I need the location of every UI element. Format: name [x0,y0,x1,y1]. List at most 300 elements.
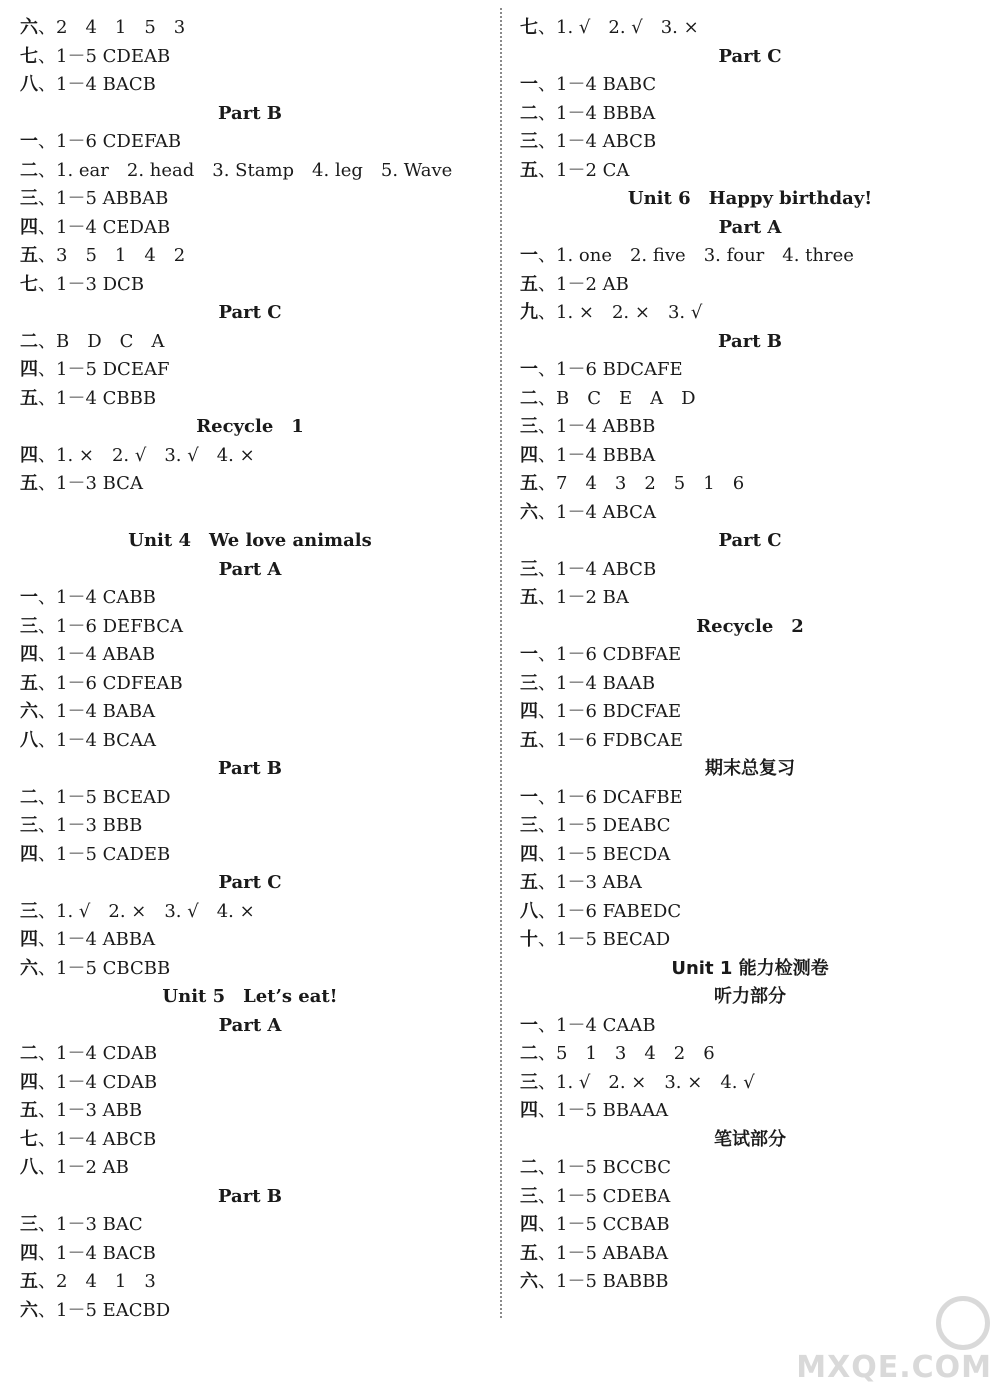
answer-line [20,43,500,72]
answer-text: 1－4 ABAB [56,644,156,665]
separator: 、 [38,1271,56,1292]
answer-line [20,613,500,642]
answer-text: 1－4 BABC [556,74,657,95]
separator: 、 [538,843,556,865]
separator: 、 [538,74,556,95]
separator: 、 [538,1157,556,1178]
separator: 、 [538,102,556,124]
question-number: 四 [20,843,38,865]
separator: 、 [38,729,56,751]
answer-text: 1. × 2. √ 3. √ 4. × [56,444,255,466]
section-heading: Unit 4 We love animals [128,530,372,551]
separator: 、 [538,786,556,808]
answer-line [520,926,1000,955]
left-column [20,14,500,1325]
answer-line [520,157,1000,186]
answer-line [520,299,1000,328]
answer-line [520,784,1000,813]
answer-line [20,271,500,300]
answer-text: 1－5 BCEAD [56,786,171,808]
answer-text: 1－6 BDCAFE [556,359,683,380]
separator: 、 [38,701,56,722]
answer-text: 1－4 CBBB [56,387,157,409]
section-heading: 期末总复习 [705,758,795,779]
answer-text: 1－4 ABCA [556,501,656,523]
answer-line [520,356,1000,385]
section-heading: 笔试部分 [714,1128,786,1150]
answer-text: 1－5 ABABA [556,1242,669,1264]
question-number: 五 [20,1271,38,1292]
answer-text: 1. × 2. × 3. √ [556,302,703,323]
question-number: 二 [20,786,38,808]
answer-text: 1－4 CDAB [56,1071,158,1093]
question-number: 二 [20,330,38,352]
answer-text: 1－5 BECDA [556,843,671,865]
answer-text: 1. √ 2. × 3. × 4. √ [556,1071,755,1093]
answer-text: B D C A [56,330,165,352]
question-number: 三 [20,188,38,209]
separator: 、 [538,929,556,950]
separator: 、 [538,1214,556,1235]
answer-line [520,1240,1000,1269]
answer-line [20,328,500,357]
answer-text: 1－6 FABEDC [556,900,682,922]
answer-text: 1－6 DCAFBE [556,786,683,808]
answer-line [520,841,1000,870]
question-number: 四 [20,1071,38,1093]
separator: 、 [38,843,56,865]
section-heading: Part A [218,558,282,580]
answer-text: 1－6 FDBCAE [556,729,684,751]
answer-line [520,413,1000,442]
answer-line [20,670,500,699]
question-number: 四 [520,444,538,466]
answer-text: 2 4 1 3 [56,1271,156,1292]
separator: 、 [38,74,56,95]
question-number: 四 [520,1100,538,1121]
answer-text: 1－4 ABCB [56,1128,157,1150]
answer-line [520,442,1000,471]
answer-text: 1－5 CCBAB [556,1214,670,1235]
question-number: 四 [20,1242,38,1264]
question-number: 五 [20,672,38,694]
question-number: 七 [20,1128,38,1150]
section-heading: Part A [718,216,782,238]
separator: 、 [538,558,556,580]
separator: 、 [538,729,556,751]
separator: 、 [38,786,56,808]
answer-line [20,470,500,499]
answer-line [20,214,500,243]
separator: 、 [538,359,556,380]
answer-text: 1－4 BACB [56,1242,156,1264]
answer-text: 1－4 ABBA [56,929,156,950]
question-number: 三 [20,615,38,637]
separator: 、 [538,302,556,323]
question-number: 三 [520,815,538,836]
answer-text: 1－4 ABCB [556,558,657,580]
question-number: 一 [520,644,538,665]
section-heading: Part C [218,872,282,893]
answer-text: 3 5 1 4 2 [56,245,186,266]
answer-text: 2 4 1 5 3 [56,17,186,38]
answer-line [520,14,1000,43]
section-heading: Unit 6 Happy birthday! [627,188,873,209]
question-number: 五 [20,1100,38,1121]
watermark-text: MXQE.COM [796,1350,992,1385]
question-number: 三 [520,131,538,152]
section-heading: Part B [218,102,282,124]
separator: 、 [538,273,556,295]
question-number: 三 [20,815,38,836]
question-number: 二 [520,1043,538,1064]
answer-line [520,1040,1000,1069]
separator: 、 [38,1242,56,1264]
answer-line [520,584,1000,613]
section-heading: Part C [718,45,782,67]
section-heading: Part C [218,302,282,323]
answer-text: 1－3 BCA [56,473,143,494]
question-number: 一 [20,131,38,152]
answer-line [520,641,1000,670]
question-number: 六 [520,501,538,523]
answer-text: 1－5 CDEBA [556,1185,671,1207]
separator: 、 [38,444,56,466]
question-number: 一 [520,359,538,380]
answer-line [20,1097,500,1126]
answer-line [520,385,1000,414]
question-number: 八 [20,1157,38,1178]
answer-text: 7 4 3 2 5 1 6 [556,473,745,494]
separator: 、 [538,587,556,608]
answer-text: 1. one 2. five 3. four 4. three [556,245,854,266]
separator: 、 [538,473,556,494]
separator: 、 [38,1128,56,1150]
answer-line [20,898,500,927]
answer-line [20,128,500,157]
answer-line [20,812,500,841]
answer-text: B C E A D [556,387,696,409]
answer-text: 1－3 BAC [56,1214,143,1235]
answer-text: 1－4 BABA [56,701,156,722]
question-number: 二 [520,1157,538,1178]
answer-line [520,898,1000,927]
separator: 、 [538,131,556,152]
question-number: 五 [520,587,538,608]
separator: 、 [38,159,56,181]
separator: 、 [38,1100,56,1121]
answer-text: 1－4 BAAB [556,672,656,694]
answer-text: 1－5 BCCBC [556,1157,672,1178]
answer-line [520,556,1000,585]
answer-line [20,727,500,756]
separator: 、 [38,245,56,266]
answer-line [520,271,1000,300]
question-number: 五 [20,245,38,266]
answer-text: 1－5 BBAAA [556,1100,669,1121]
separator: 、 [538,701,556,722]
question-number: 二 [520,102,538,124]
separator: 、 [38,1214,56,1235]
separator: 、 [538,159,556,181]
answer-line [520,727,1000,756]
answer-text: 1－6 BDCFAE [556,701,682,722]
answer-line [20,1040,500,1069]
question-number: 一 [520,1014,538,1036]
question-number: 五 [520,1242,538,1264]
answer-line [520,242,1000,271]
separator: 、 [538,1014,556,1036]
section-heading: Recycle 2 [696,615,804,637]
section-heading: 听力部分 [714,986,786,1007]
question-number: 六 [20,17,38,38]
answer-line [20,242,500,271]
answer-text: 1－2 AB [56,1157,129,1178]
answer-text: 1－2 AB [556,273,629,295]
separator: 、 [38,587,56,608]
answer-text: 1－5 DCEAF [56,359,170,380]
section-heading: Part C [718,530,782,551]
separator: 、 [538,1071,556,1093]
question-number: 八 [20,729,38,751]
question-number: 五 [520,872,538,893]
separator: 、 [38,672,56,694]
question-number: 四 [520,701,538,722]
answer-line [20,584,500,613]
section-heading: Part B [218,1185,282,1207]
section-heading: Part B [718,330,782,352]
question-number: 五 [520,273,538,295]
answer-line [520,1154,1000,1183]
question-number: 四 [20,359,38,380]
answer-text: 1－5 CBCBB [56,957,171,979]
question-number: 二 [20,159,38,181]
separator: 、 [538,872,556,893]
separator: 、 [38,1071,56,1093]
section-heading: Part A [218,1014,282,1036]
answer-line [520,698,1000,727]
separator: 、 [38,957,56,979]
separator: 、 [38,900,56,922]
answer-line [520,670,1000,699]
answer-text: 1－4 CAAB [556,1014,656,1036]
separator: 、 [38,473,56,494]
question-number: 六 [20,957,38,979]
separator: 、 [538,501,556,523]
question-number: 十 [520,929,538,950]
answer-text: 1－5 BABBB [556,1271,669,1292]
answer-text: 1－5 CDEAB [56,45,171,67]
answer-text: 1－5 CADEB [56,843,171,865]
question-number: 五 [520,473,538,494]
column-divider [500,8,502,1318]
answer-text: 1－5 ABBAB [56,188,169,209]
separator: 、 [38,188,56,209]
separator: 、 [538,644,556,665]
question-number: 三 [520,416,538,437]
watermark-logo [796,1290,1000,1387]
answer-line [20,1154,500,1183]
answer-line [520,812,1000,841]
separator: 、 [38,131,56,152]
question-number: 二 [520,387,538,409]
answer-line [20,641,500,670]
separator: 、 [38,330,56,352]
separator: 、 [38,815,56,836]
watermark-circle-icon [936,1296,990,1350]
section-heading: Recycle 1 [196,416,304,437]
separator: 、 [38,17,56,38]
answer-line [20,926,500,955]
answer-line [520,869,1000,898]
answer-line [520,470,1000,499]
answer-line [20,185,500,214]
separator: 、 [538,815,556,836]
question-number: 四 [20,444,38,466]
answer-line [20,784,500,813]
answer-line [520,100,1000,129]
answer-text: 1－4 BACB [56,74,156,95]
question-number: 一 [20,587,38,608]
separator: 、 [38,644,56,665]
answer-line [20,1297,500,1326]
spacer [20,499,500,528]
question-number: 一 [520,74,538,95]
section-heading: Unit 5 Let’s eat! [162,986,338,1007]
question-number: 四 [520,843,538,865]
question-number: 五 [20,473,38,494]
answer-text: 1－4 ABCB [556,131,657,152]
question-number: 三 [520,1185,538,1207]
answer-line [20,698,500,727]
question-number: 三 [520,1071,538,1093]
question-number: 八 [520,900,538,922]
answer-line [520,499,1000,528]
separator: 、 [38,273,56,295]
section-heading: Unit 1 能力检测卷 [671,957,829,979]
separator: 、 [38,615,56,637]
separator: 、 [38,359,56,380]
question-number: 七 [520,17,538,38]
separator: 、 [38,1299,56,1321]
answer-text: 1－2 CA [556,159,630,181]
answer-line [20,1126,500,1155]
answer-line [20,442,500,471]
answer-text: 1－3 ABA [556,872,642,893]
answer-line [20,1240,500,1269]
answer-line [520,1012,1000,1041]
answer-text: 1－6 CDBFAE [556,644,682,665]
answer-line [20,1268,500,1297]
answer-text: 1－6 DEFBCA [56,615,184,637]
answer-line [20,1069,500,1098]
answer-line [20,356,500,385]
separator: 、 [38,216,56,238]
question-number: 一 [520,245,538,266]
separator: 、 [538,245,556,266]
separator: 、 [38,1043,56,1064]
answer-text: 1－4 BCAA [56,729,156,751]
answer-text: 1－5 EACBD [56,1299,171,1321]
answer-text: 1－4 BBBA [556,444,656,466]
answer-line [520,1211,1000,1240]
question-number: 六 [20,1299,38,1321]
question-number: 一 [520,786,538,808]
answer-text: 1－6 CDFEAB [56,672,183,694]
answer-line [20,1211,500,1240]
answer-line [520,1183,1000,1212]
question-number: 九 [520,302,538,323]
answer-text: 1－3 DCB [56,273,145,295]
answer-line [20,955,500,984]
separator: 、 [538,1100,556,1121]
answer-text: 1－3 BBB [56,815,143,836]
answer-text: 1－5 BECAD [556,929,671,950]
answer-line [20,14,500,43]
answer-line [20,841,500,870]
separator: 、 [538,387,556,409]
separator: 、 [538,17,556,38]
answer-text: 5 1 3 4 2 6 [556,1043,715,1064]
answer-text: 1－6 CDEFAB [56,131,182,152]
question-number: 三 [520,672,538,694]
separator: 、 [538,444,556,466]
question-number: 八 [20,74,38,95]
question-number: 四 [20,929,38,950]
separator: 、 [38,45,56,67]
answer-line [20,71,500,100]
answer-line [520,1097,1000,1126]
separator: 、 [38,1157,56,1178]
separator: 、 [538,672,556,694]
separator: 、 [538,1242,556,1264]
question-number: 四 [20,644,38,665]
question-number: 七 [20,45,38,67]
question-number: 五 [520,159,538,181]
answer-text: 1－4 CEDAB [56,216,171,238]
question-number: 五 [520,729,538,751]
question-number: 三 [520,558,538,580]
answer-line [520,128,1000,157]
separator: 、 [38,387,56,409]
answer-line [520,1069,1000,1098]
answer-text: 1－5 DEABC [556,815,671,836]
answer-text: 1－4 CDAB [56,1043,158,1064]
question-number: 五 [20,387,38,409]
separator: 、 [38,929,56,950]
answer-line [20,157,500,186]
answer-text: 1. √ 2. × 3. √ 4. × [56,900,255,922]
answer-text: 1. ear 2. head 3. Stamp 4. leg 5. Wave [56,159,453,181]
answer-text: 1－2 BA [556,587,629,608]
question-number: 二 [20,1043,38,1064]
answer-text: 1. √ 2. √ 3. × [556,17,699,38]
question-number: 三 [20,1214,38,1235]
separator: 、 [538,900,556,922]
answer-line [20,385,500,414]
answer-text: 1－4 CABB [56,587,156,608]
question-number: 三 [20,900,38,922]
section-heading: Part B [218,758,282,779]
question-number: 四 [20,216,38,238]
question-number: 六 [520,1271,538,1292]
separator: 、 [538,1185,556,1207]
answer-line [520,71,1000,100]
answer-text: 1－3 ABB [56,1100,143,1121]
separator: 、 [538,1043,556,1064]
question-number: 七 [20,273,38,295]
right-column [520,14,1000,1297]
